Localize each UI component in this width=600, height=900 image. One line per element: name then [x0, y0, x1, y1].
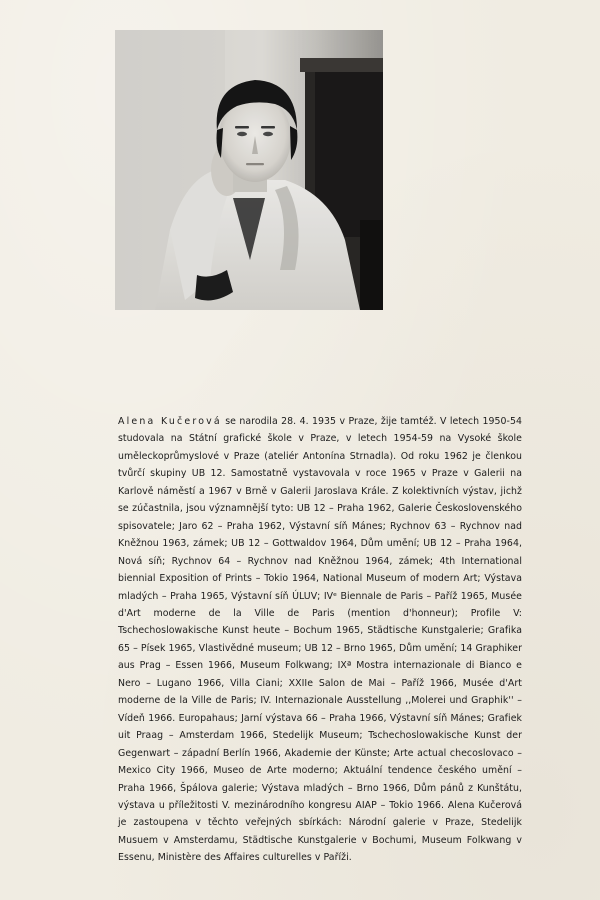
artist-name: Alena Kučerová — [118, 416, 222, 427]
artist-portrait-photo — [115, 30, 383, 310]
artist-biography — [118, 413, 522, 867]
biography-text: se narodila 28. 4. 1935 v Praze, žije tamtéž. V letech 1950-54 studovala na Státní grafické škole v Praze, v letech 1954-59 na Vysoké škole uměleckoprůmyslové v Praze (ateliér Antonína Strnadla). Od roku 1962 je členkou tvůrčí skupiny UB 12. Samostatně vystavovala v roce 1965 v Praze v Galerii na Karlově náměstí a 1967 v Brně v Galerii Jaroslava Krále. Z kolektivních výstav, jichž se zúčastnila, jsou významnější tyto: UB 12 – Praha 1962, Galerie Československého spisovatele; Jaro 62 – Praha 1962, Výstavní síň Mánes; Rychnov 63 – Rychnov nad Kněžnou 1963, zámek; UB 12 – Gottwaldov 1964, Dům umění; UB 12 – Praha 1964, Nová síň; Rychnov 64 – Rychnov nad Kněžnou 1964, zámek; 4th International biennial Exposition of Prints – Tokio 1964, National Museum of modern Art; Výstava mladých – Praha 1965, Výstavní síň ÚLUV; IVᵉ Biennale de Paris – Paříž 1965, Musée d'Art moderne de la Ville de Paris (mention d'honneur); Profile V: Tschechoslowakische Kunst heute – Bochum 1965, Städtische Kunstgalerie; Grafika 65 – Písek 1965, Vlastivědné museum; UB 12 – Brno 1965, Dům umění; 14 Graphiker aus Prag – Essen 1966, Museum Folkwang; IXª Mostra internazionale di Bianco e Nero – Lugano 1966, Villa Ciani; XXIIe Salon de Mai – Paříž 1966, Musée d'Art moderne de la Ville de Paris; IV. Internazionale Ausstellung ,,Molerei und Graphik'' – Vídeň 1966. Europahaus; Jarní výstava 66 – Praha 1966, Výstavní síň Mánes; Grafiek uit Praag – Amsterdam 1966, Stedelijk Museum; Tschechoslowakische Kunst der Gegenwart – západní Berlín 1966, Akademie der Künste; Arte actual checoslovaco – Mexico City 1966, Museo de Arte moderno; Aktuální tendence českého umění – Praha 1966, Špálova galerie; Výstava mladých – Brno 1966, Dům pánů z Kunštátu, výstava u příležitosti V. mezinárodního kongresu AIAP – Tokio 1966. Alena Kučerová je zastoupena v těchto veřejných sbírkách: Národní galerie v Praze, Stedelijk Musuem v Amsterdamu, Städtische Kunstgalerie v Bochumi, Museum Folkwang v Essenu, Ministère des Affaires culturelles v Paříži. — [118, 416, 522, 864]
